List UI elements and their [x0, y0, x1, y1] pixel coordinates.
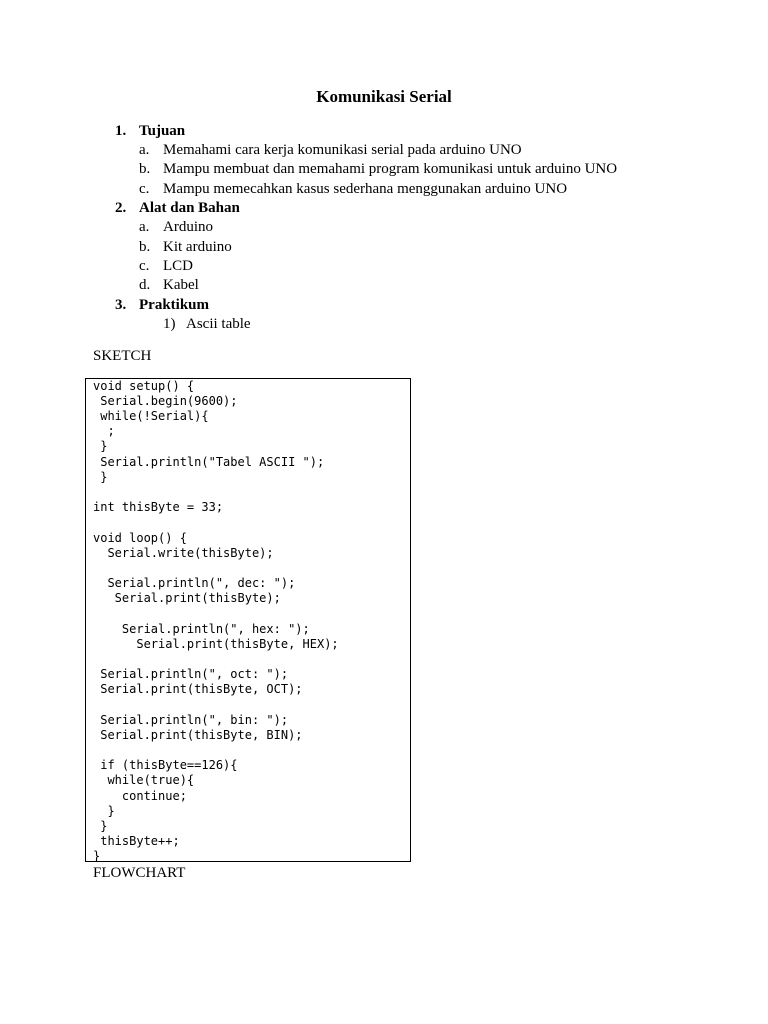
section-number: 3. [115, 297, 127, 313]
flowchart-label: FLOWCHART [93, 865, 186, 881]
code-line: while(true){ [93, 773, 195, 787]
code-line: Serial.println(", bin: "); [93, 713, 289, 727]
code-line: Serial.println(", hex: "); [93, 622, 310, 636]
list-item: Kit arduino [163, 239, 232, 255]
code-line: int thisByte = 33; [93, 500, 224, 514]
sketch-label: SKETCH [93, 348, 152, 364]
code-line: Serial.begin(9600); [93, 394, 238, 408]
list-marker: b. [139, 239, 151, 255]
list-marker: 1) [163, 316, 176, 332]
code-line: } [93, 439, 108, 453]
list-item: Arduino [163, 219, 213, 235]
code-line: Serial.print(thisByte); [93, 591, 281, 605]
code-line: Serial.print(thisByte, BIN); [93, 728, 303, 742]
page-title: Komunikasi Serial [316, 87, 452, 106]
list-item: LCD [163, 258, 193, 274]
code-block [85, 378, 411, 862]
code-line: } [93, 470, 108, 484]
code-line: } [93, 849, 101, 863]
code-line: } [93, 819, 108, 833]
code-line: ; [93, 424, 115, 438]
list-item: Mampu membuat dan memahami program komunikasi untuk arduino UNO [163, 161, 618, 177]
code-line: while(!Serial){ [93, 409, 209, 423]
list-item: Memahami cara kerja komunikasi serial pada arduino UNO [163, 142, 522, 158]
code-line: if (thisByte==126){ [93, 758, 238, 772]
list-item: Mampu memecahkan kasus sederhana menggunakan arduino UNO [163, 181, 568, 197]
section-number: 2. [115, 200, 127, 216]
code-line: void setup() { [93, 379, 195, 393]
section-number: 1. [115, 123, 127, 139]
code-line: Serial.println("Tabel ASCII "); [93, 455, 325, 469]
code-line: Serial.println(", dec: "); [93, 576, 296, 590]
list-item: Ascii table [186, 316, 251, 332]
code-line: thisByte++; [93, 834, 180, 848]
list-marker: a. [139, 219, 150, 235]
list-item: Kabel [163, 277, 199, 293]
list-marker: c. [139, 181, 150, 197]
list-marker: d. [139, 277, 151, 293]
code-line: void loop() { [93, 531, 187, 545]
code-line: Serial.print(thisByte, OCT); [93, 682, 303, 696]
section-heading-alat-dan-bahan: Alat dan Bahan [139, 200, 240, 216]
code-line: Serial.println(", oct: "); [93, 667, 289, 681]
code-line: Serial.write(thisByte); [93, 546, 274, 560]
list-marker: b. [139, 161, 151, 177]
section-heading-tujuan: Tujuan [139, 123, 186, 139]
list-marker: c. [139, 258, 150, 274]
section-heading-praktikum: Praktikum [139, 297, 210, 313]
code-line: Serial.print(thisByte, HEX); [93, 637, 339, 651]
code-line: continue; [93, 789, 187, 803]
code-line: } [93, 804, 115, 818]
list-marker: a. [139, 142, 150, 158]
